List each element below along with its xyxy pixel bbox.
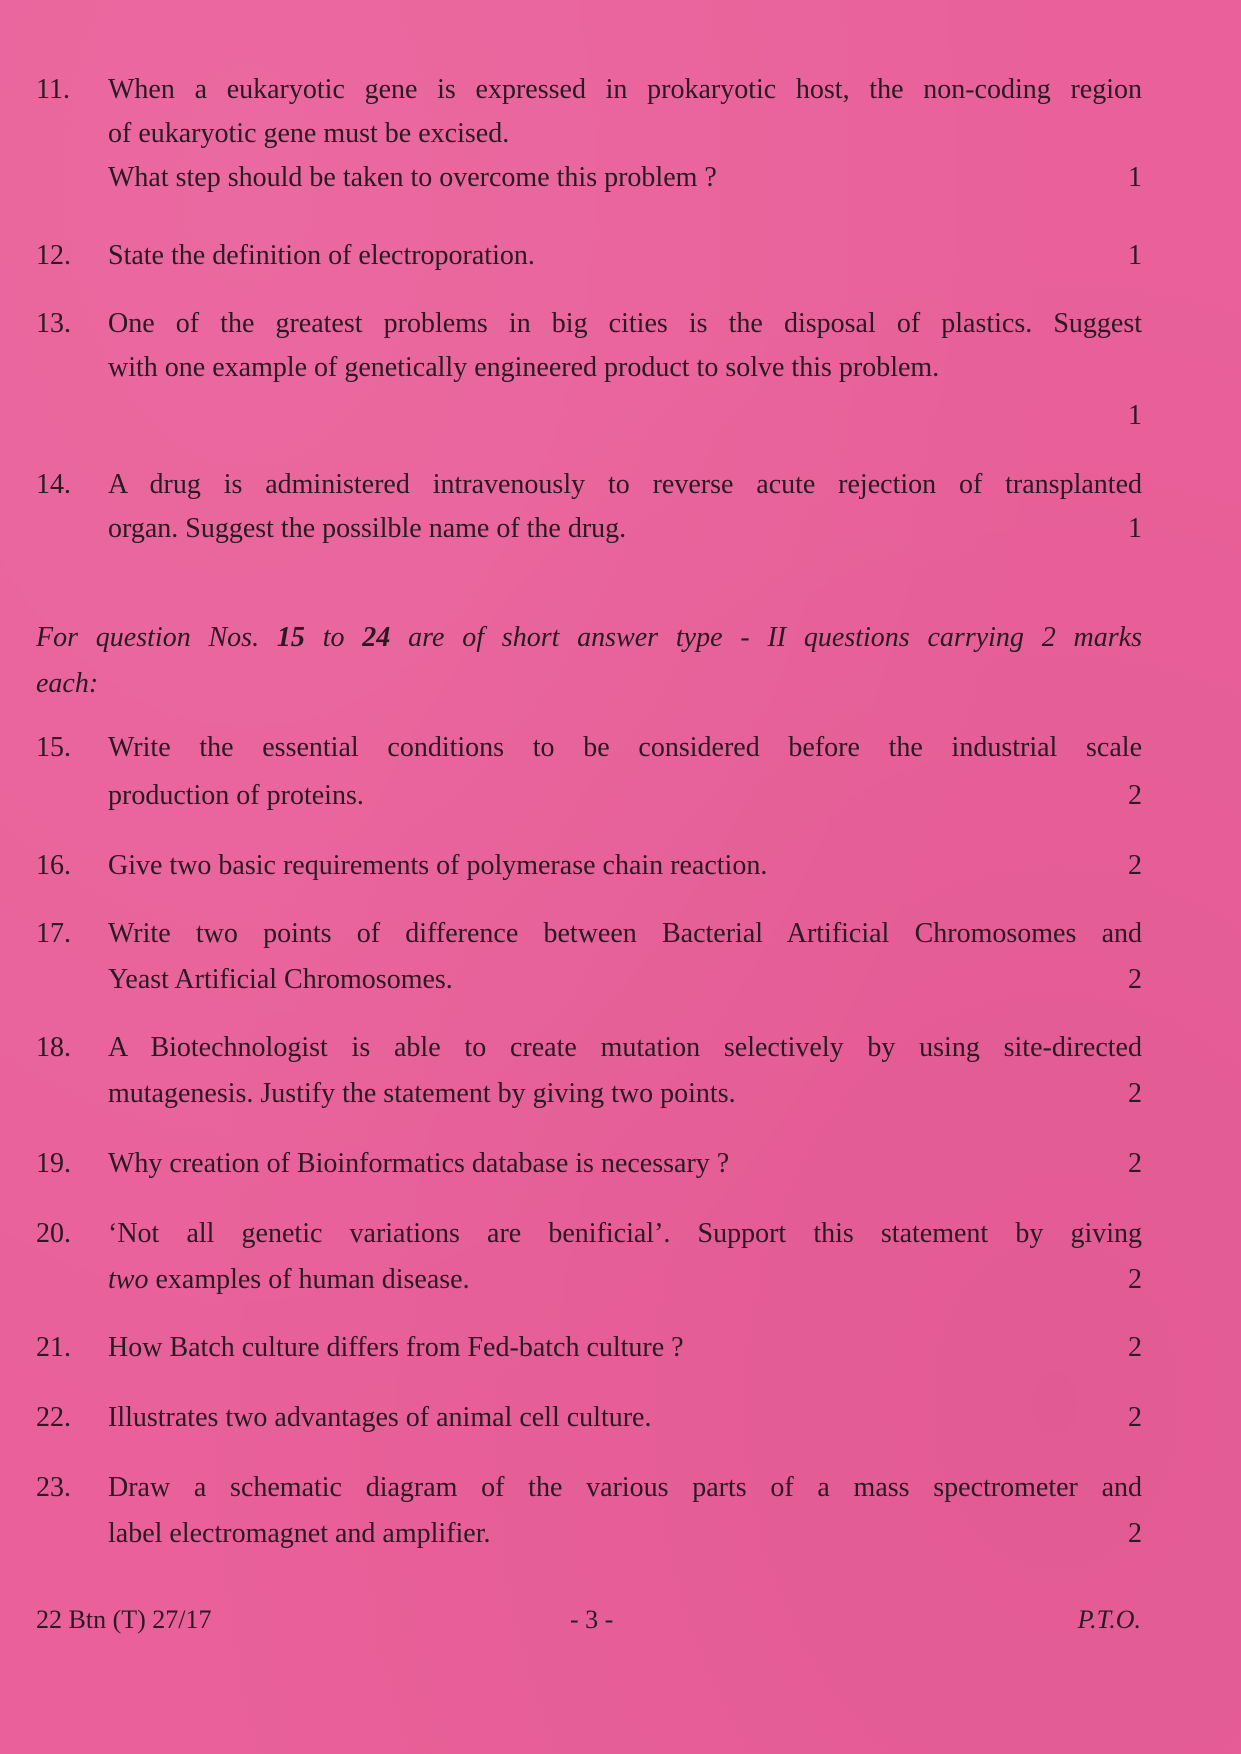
question-number: 21.: [36, 1332, 71, 1363]
section-instruction-line: [36, 615, 1142, 661]
section-from: 15: [276, 622, 305, 653]
question-19: [36, 1142, 1142, 1186]
question-text-line: A Biotechnologist is able to create mutation selectively by using site-directed: [108, 1032, 1142, 1063]
question-text-line: Give two basic requirements of polymerase chain reaction.: [108, 850, 768, 881]
question-text-line: with one example of genetically engineered product to solve this problem.: [108, 352, 940, 383]
section-instruction: [36, 615, 1142, 707]
question-number: 15.: [36, 732, 71, 763]
question-number: 13.: [36, 308, 71, 339]
question-marks: 2: [1128, 1518, 1142, 1549]
question-number: 18.: [36, 1032, 71, 1063]
question-marks: 2: [1128, 1402, 1142, 1433]
question-text-line: Why creation of Bioinformatics database is necessary ?: [108, 1148, 730, 1179]
question-text-line: Write two points of difference between Bacterial Artificial Chromosomes and: [108, 918, 1142, 949]
question-text-line: Illustrates two advantages of animal cell culture.: [108, 1402, 652, 1433]
question-text-line: mutagenesis. Justify the statement by giving two points.: [108, 1078, 736, 1109]
question-text-line: Write the essential conditions to be considered before the industrial scale: [108, 732, 1142, 763]
question-text-line: What step should be taken to overcome this problem ?: [108, 162, 717, 193]
question-marks: 2: [1128, 1264, 1142, 1295]
emphasis-word: two: [108, 1264, 149, 1295]
question-number: 17.: [36, 918, 71, 949]
question-text-line: How Batch culture differs from Fed-batch culture ?: [108, 1332, 684, 1363]
question-text-line: Yeast Artificial Chromosomes.: [108, 964, 453, 995]
question-marks: 2: [1128, 1332, 1142, 1363]
question-number: 19.: [36, 1148, 71, 1179]
question-number: 12.: [36, 240, 71, 271]
question-number: 11.: [36, 74, 70, 105]
question-marks: 1: [1128, 240, 1142, 271]
question-text-line: production of proteins.: [108, 780, 364, 811]
question-marks: 2: [1128, 1078, 1142, 1109]
question-marks: 2: [1128, 850, 1142, 881]
question-18: [36, 1026, 1142, 1114]
question-20: [36, 1212, 1142, 1300]
question-text-line: label electromagnet and amplifier.: [108, 1518, 491, 1549]
question-number: 20.: [36, 1218, 71, 1249]
question-marks: 1: [1128, 162, 1142, 193]
section-instruction-line: each:: [36, 668, 99, 699]
question-text-line: One of the greatest problems in big cities is the disposal of plastics. Suggest: [108, 308, 1142, 339]
question-number: 16.: [36, 850, 71, 881]
question-21: [36, 1326, 1142, 1370]
question-text-line: When a eukaryotic gene is expressed in prokaryotic host, the non-coding region: [108, 74, 1142, 105]
question-22: [36, 1396, 1142, 1440]
question-23: [36, 1466, 1142, 1554]
question-text-line: ‘Not all genetic variations are benificial’. Support this statement by giving: [108, 1218, 1142, 1249]
footer-code: 22 Btn (T) 27/17: [36, 1605, 212, 1634]
question-text-line-2: [108, 1258, 470, 1302]
question-number: 22.: [36, 1402, 71, 1433]
question-text-line: Draw a schematic diagram of the various parts of a mass spectrometer and: [108, 1472, 1142, 1503]
question-14: [36, 463, 1142, 551]
question-marks: 1: [1128, 513, 1142, 544]
question-text-line: of eukaryotic gene must be excised.: [108, 118, 510, 149]
question-marks: 2: [1128, 964, 1142, 995]
footer-page-number: - 3 -: [570, 1605, 614, 1634]
question-number: 14.: [36, 469, 71, 500]
question-marks: 1: [1128, 400, 1142, 431]
section-to: 24: [362, 622, 391, 653]
question-17: [36, 912, 1142, 1000]
section-prefix: For question Nos.: [36, 622, 260, 653]
section-suffix: are of short answer type - II questions carrying 2 marks: [408, 622, 1142, 653]
question-marks: 2: [1128, 1148, 1142, 1179]
question-11: [36, 68, 1142, 208]
question-15: [36, 726, 1142, 814]
section-to-word: to: [322, 622, 345, 653]
question-number: 23.: [36, 1472, 71, 1503]
question-16: [36, 844, 1142, 888]
question-text-line: organ. Suggest the possilble name of the drug.: [108, 513, 627, 544]
question-marks: 2: [1128, 780, 1142, 811]
question-12: [36, 234, 1142, 278]
footer-pto: P.T.O.: [1077, 1605, 1141, 1634]
question-text-rest: examples of human disease.: [155, 1264, 470, 1295]
question-text-line: A drug is administered intravenously to reverse acute rejection of transplanted: [108, 469, 1142, 500]
question-13: [36, 302, 1142, 432]
question-text-line: State the definition of electroporation.: [108, 240, 535, 271]
